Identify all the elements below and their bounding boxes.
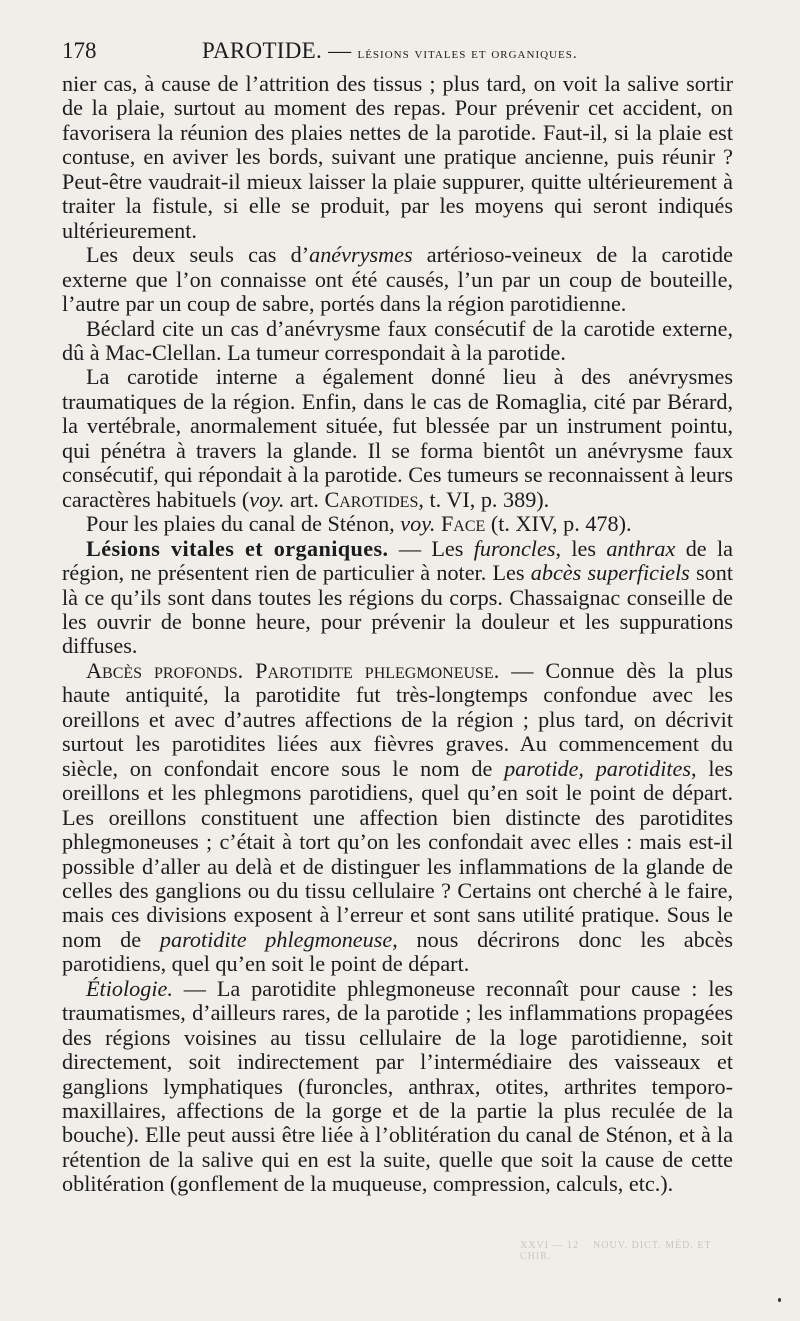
paragraph-carotide-interne <box>62 365 733 512</box>
paragraph-beclard: Béclard cite un cas d’anévrysme faux consécutif de la carotide externe, dû à Mac-Clellan. La tumeur correspondait à la parotide. <box>62 315 733 365</box>
text-run: La carotide interne a également donné lieu à des anévrysmes traumatiques de la région. Enfin, dans le cas de Romaglia, cité par Bérard, la vertébrale, anormalement située, fut blessée par un instrument pointu, qui pénétra à travers la glande. Il se forma bientôt un anévrysme faux consécutif, qui répondait à la parotide. Ces tumeurs se reconnaissent à leurs caractères habituels ( <box>62 364 733 512</box>
text-run: de la région, ne présentent rien de particulier à noter. Les <box>62 535 733 586</box>
text-run: Pour les plaies du canal de Sténon, <box>86 511 401 537</box>
text-run: Les deux seuls cas d’ <box>86 242 310 268</box>
ink-speck <box>778 1298 781 1302</box>
running-title <box>202 38 578 64</box>
paragraph-stenon <box>62 512 733 536</box>
signature-text: NOUV. DICT. MÉD. ET CHIR. <box>520 1240 712 1262</box>
text-run: art. <box>284 486 325 512</box>
italic-ref: voy. <box>249 486 285 512</box>
running-header <box>62 38 734 64</box>
text-run: (t. XIV, p. 478). <box>485 511 632 537</box>
section-heading: Lésions vitales et organiques. <box>86 535 389 561</box>
italic-term: parotide, parotidites <box>504 755 692 781</box>
italic-term: anthrax <box>606 535 676 561</box>
text-run: — Connue dès la plus haute antiquité, la parotidite fut très-longtemps confondue avec les oreillons et avec d’autres affections de la région ; plus tard, on décrivit surtout les parotidites liées aux fièvres graves. Au commencement du siècle, on confondait encore sous le nom de <box>62 657 733 781</box>
text-run: — Les <box>388 535 474 561</box>
italic-term: abcès superficiels <box>530 560 690 586</box>
italic-term: furoncles <box>473 535 556 561</box>
title-dash: — <box>322 38 358 63</box>
page-number: 178 <box>62 38 97 63</box>
paragraph-aneurysms <box>62 243 733 316</box>
subsection-heading: Abcès profonds. Parotidite phlegmoneuse. <box>86 657 500 683</box>
italic-term: anévrysmes <box>309 242 413 268</box>
italic-ref: voy. <box>400 511 436 537</box>
text-run: sont là ce qu’ils sont dans toutes les régions du corps. Chassaignac conseille de les ouvrir de bonne heure, pour prévenir la douleur et les suppurations diffuses. <box>62 560 734 659</box>
text-run: , nous décrirons donc les abcès parotidiens, quel qu’en soit le point de départ. <box>62 926 733 977</box>
paragraph-etiologie <box>62 977 733 1197</box>
title-main: PAROTIDE. <box>202 38 323 63</box>
paragraph-abces-profonds <box>62 659 733 977</box>
cross-reference: Face <box>440 511 486 537</box>
text-run: artérioso-veineux de la carotide externe que l’on connaisse ont été causés, l’un par un coup de bouteille, l’autre par un coup de sabre, portés dans la région parotidienne. <box>62 242 733 317</box>
title-section: lésions vitales et organiques. <box>357 46 578 62</box>
sheet-signature <box>520 1240 740 1262</box>
text-run: — La parotidite phlegmoneuse reconnaît pour cause : les traumatismes, d’ailleurs rares, de la parotide ; les inflammations propagées des régions voisines au tissu cellulaire de la loge parotidienne, soit directement, soit indirectement par l’intermédiaire des vaisseaux et ganglions lymphatiques (furoncles, anthrax, otites, arthrites temporo-maxillaires, affections de la gorge et de la partie la plus reculée de la bouche). Elle peut aussi être liée à l’oblitération du canal de Sténon, et à la rétention de la salive qui en est la suite, quelle que soit la cause de cette oblitération (gonflement de la muqueuse, compression, calculs, etc.). <box>62 975 733 1197</box>
paragraph-lesions <box>62 537 733 659</box>
cross-reference: Carotides <box>324 486 419 512</box>
sheet-number: XXVI — 12 <box>520 1240 579 1251</box>
paragraph-continuation: nier cas, à cause de l’attrition des tissus ; plus tard, on voit la salive sortir de la plaie, surtout au moment des repas. Pour prévenir cet accident, on favorisera la réunion des plaies nettes de la parotide. Faut-il, si la plaie est contuse, en aviver les bords, suivant une pratique ancienne, puis réunir ? Peut-être vaudrait-il mieux laisser la plaie suppurer, quitte ultérieurement à traiter la fistule, si elle se produit, par les moyens qui seront indiqués ultérieurement. <box>62 71 733 243</box>
text-run: , t. VI, p. 389). <box>418 486 550 512</box>
text-run: , les <box>555 535 607 561</box>
italic-term: parotidite phlegmoneuse <box>159 926 393 952</box>
text-run: , les oreillons et les phlegmons parotidiens, quel qu’en soit le point de départ. Les oreillons constituent une affection bien distincte des parotidites phlegmoneuses ; c’était à tort qu’on les confondait avec elles : mais est-il possible d’aller au delà et de distinguer les inflammations de la glande de celles des ganglions ou du tissu cellulaire ? Certains ont cherché à le faire, mais ces divisions exposent à l’erreur et sont sans utilité pratique. Sous le nom de <box>62 755 733 952</box>
italic-heading: Étiologie. <box>86 975 173 1001</box>
page-body <box>62 72 733 1197</box>
